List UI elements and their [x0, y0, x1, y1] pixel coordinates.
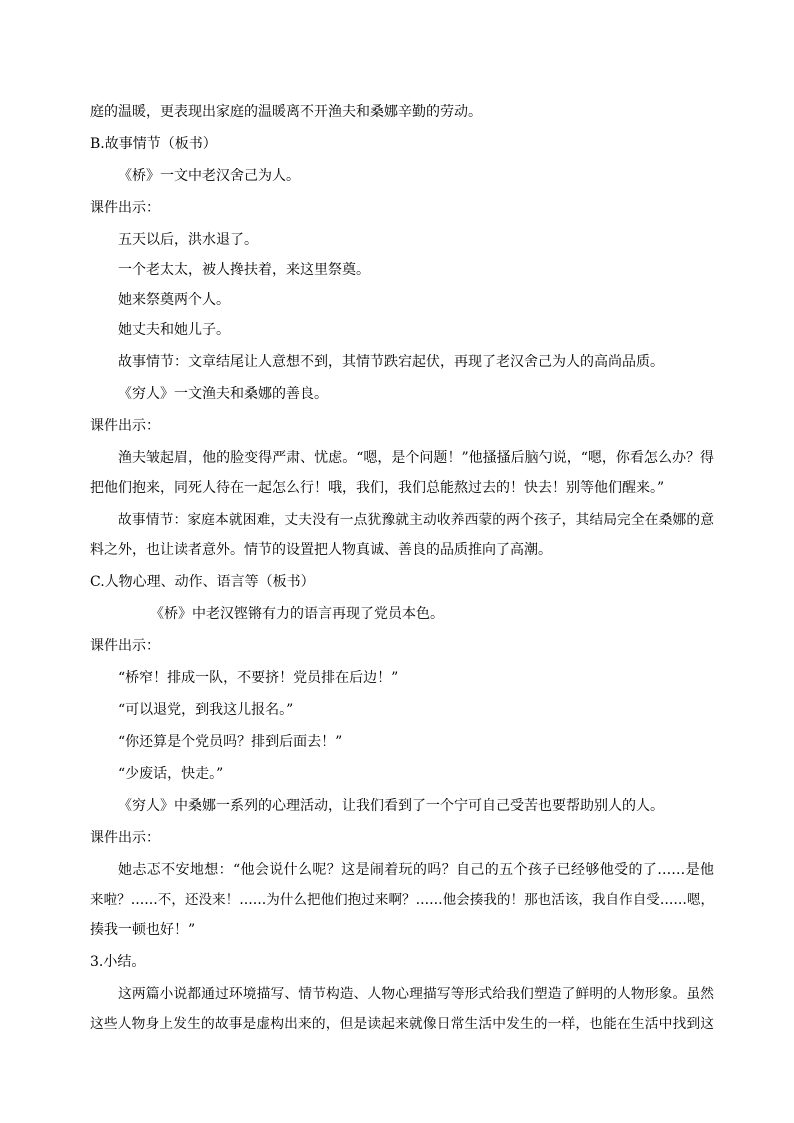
quote-line: “少废话，快走。” — [118, 766, 224, 782]
section-heading-summary: 3.小结。 — [90, 954, 146, 970]
quote-line: 她来祭奠两个人。 — [118, 292, 230, 308]
paragraph-line: 故事情节：家庭本就困难，丈夫没有一点犹豫就主动收养西蒙的两个孩子，其结局完全在桑娜的意 — [118, 512, 714, 528]
section-heading-b: B.故事情节（板书） — [90, 136, 217, 152]
paragraph-line: 《穷人》一文渔夫和桑娜的善良。 — [118, 386, 328, 402]
paragraph-line: 这些人物身上发生的故事是虚构出来的，但是读起来就像日常生活中发生的一样，也能在生活中找到这 — [90, 1016, 714, 1032]
paragraph-line: 《桥》中老汉铿锵有力的语言再现了党员本色。 — [150, 606, 444, 622]
quote-line: 五天以后，洪水退了。 — [118, 232, 258, 248]
quote-line: 渔夫皱起眉，他的脸变得严肃、忧虑。“嗯，是个问题！”他搔搔后脑勺说，“嗯，你看怎么办？得 — [118, 450, 714, 466]
paragraph-line: 《桥》一文中老汉舍己为人。 — [118, 168, 300, 184]
courseware-label: 课件出示： — [90, 638, 160, 654]
quote-line: 来啦？……不，还没来！……为什么把他们抱过来啊？……他会揍我的！那也活该，我自作自受……嗯， — [90, 892, 714, 908]
courseware-label: 课件出示： — [90, 200, 160, 216]
paragraph-line: 《穷人》中桑娜一系列的心理活动，让我们看到了一个宁可自己受苦也要帮助别人的人。 — [118, 798, 664, 814]
paragraph-line: 料之外，也让读者意外。情节的设置把人物真诚、善良的品质推向了高潮。 — [90, 542, 552, 558]
quote-line: 把他们抱来，同死人待在一起怎么行！哦，我们，我们总能熬过去的！快去！别等他们醒来。” — [90, 480, 665, 496]
quote-line: 揍我一顿也好！” — [90, 922, 196, 938]
paragraph-line: 这两篇小说都通过环境描写、情节构造、人物心理描写等形式给我们塑造了鲜明的人物形象。虽然 — [118, 986, 714, 1002]
paragraph-line: 故事情节：文章结尾让人意想不到，其情节跌宕起伏，再现了老汉舍己为人的高尚品质。 — [118, 354, 664, 370]
quote-line: 一个老太太，被人搀扶着，来这里祭奠。 — [118, 262, 370, 278]
quote-line: “你还算是个党员吗？排到后面去！” — [118, 734, 343, 750]
paragraph-line: 庭的温暖，更表现出家庭的温暖离不开渔夫和桑娜辛勤的劳动。 — [90, 104, 482, 120]
section-heading-c: C.人物心理、动作、语言等（板书） — [90, 574, 315, 590]
courseware-label: 课件出示： — [90, 830, 160, 846]
quote-line: “桥窄！排成一队，不要挤！党员排在后边！” — [118, 670, 399, 686]
quote-line: “可以退党，到我这儿报名。” — [118, 702, 294, 718]
courseware-label: 课件出示： — [90, 418, 160, 434]
quote-line: 她忐忑不安地想：“他会说什么呢？这是闹着玩的吗？自己的五个孩子已经够他受的了……是他 — [118, 862, 714, 878]
quote-line: 她丈夫和她儿子。 — [118, 322, 230, 338]
